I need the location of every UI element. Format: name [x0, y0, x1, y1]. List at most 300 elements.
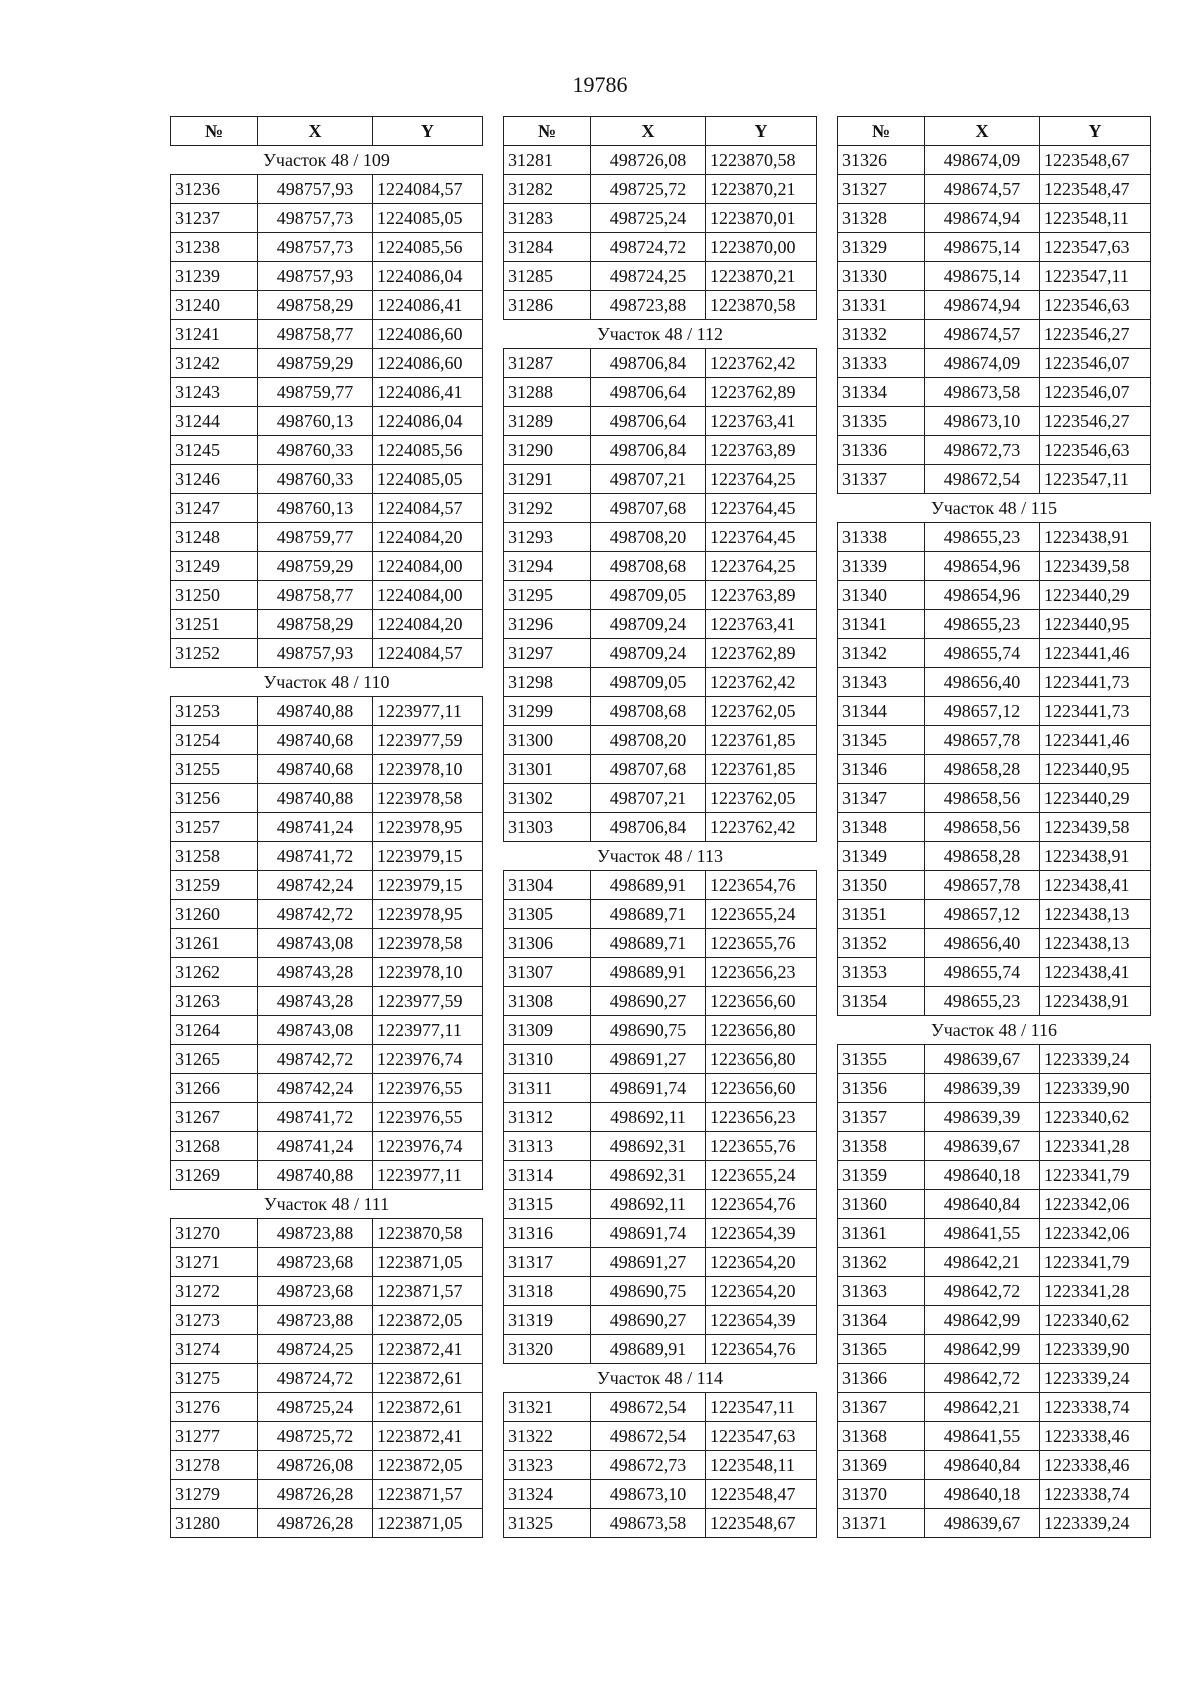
x-coordinate: 498656,40: [925, 929, 1040, 958]
section-row: [838, 1016, 1151, 1045]
y-coordinate: 1223872,61: [373, 1393, 483, 1422]
point-number: 31364: [838, 1306, 925, 1335]
y-coordinate: 1223547,11: [1040, 262, 1151, 291]
x-coordinate: 498691,27: [591, 1045, 706, 1074]
point-number: 31249: [171, 552, 258, 581]
x-coordinate: 498692,11: [591, 1103, 706, 1132]
header-num: №: [171, 117, 258, 146]
y-coordinate: 1223763,89: [706, 581, 817, 610]
header-y: Y: [373, 117, 483, 146]
coordinate-table-1: [170, 116, 483, 1538]
table-row: [838, 407, 1151, 436]
x-coordinate: 498640,18: [925, 1480, 1040, 1509]
table-row: [504, 668, 817, 697]
x-coordinate: 498641,55: [925, 1422, 1040, 1451]
y-coordinate: 1223762,89: [706, 378, 817, 407]
header-num: №: [838, 117, 925, 146]
y-coordinate: 1223339,90: [1040, 1074, 1151, 1103]
x-coordinate: 498655,23: [925, 610, 1040, 639]
point-number: 31355: [838, 1045, 925, 1074]
y-coordinate: 1224086,41: [373, 378, 483, 407]
table-row: [838, 523, 1151, 552]
table-row: [171, 929, 483, 958]
x-coordinate: 498757,93: [258, 175, 373, 204]
point-number: 31281: [504, 146, 591, 175]
point-number: 31255: [171, 755, 258, 784]
point-number: 31252: [171, 639, 258, 668]
point-number: 31293: [504, 523, 591, 552]
x-coordinate: 498724,72: [591, 233, 706, 262]
x-coordinate: 498760,33: [258, 465, 373, 494]
table-row: [171, 842, 483, 871]
point-number: 31243: [171, 378, 258, 407]
y-coordinate: 1223441,46: [1040, 639, 1151, 668]
table-row: [504, 1451, 817, 1480]
y-coordinate: 1223761,85: [706, 755, 817, 784]
x-coordinate: 498639,67: [925, 1509, 1040, 1538]
point-number: 31311: [504, 1074, 591, 1103]
y-coordinate: 1223439,58: [1040, 813, 1151, 842]
x-coordinate: 498689,91: [591, 1335, 706, 1364]
point-number: 31298: [504, 668, 591, 697]
table-row: [504, 784, 817, 813]
x-coordinate: 498740,88: [258, 1161, 373, 1190]
point-number: 31272: [171, 1277, 258, 1306]
point-number: 31369: [838, 1451, 925, 1480]
y-coordinate: 1223871,05: [373, 1509, 483, 1538]
point-number: 31268: [171, 1132, 258, 1161]
y-coordinate: 1223979,15: [373, 871, 483, 900]
x-coordinate: 498741,24: [258, 1132, 373, 1161]
table-row: [171, 1509, 483, 1538]
x-coordinate: 498674,09: [925, 146, 1040, 175]
y-coordinate: 1223438,41: [1040, 871, 1151, 900]
point-number: 31328: [838, 204, 925, 233]
section-label: Участок 48 / 114: [504, 1364, 817, 1393]
y-coordinate: 1223871,57: [373, 1480, 483, 1509]
point-number: 31278: [171, 1451, 258, 1480]
table-row: [838, 1045, 1151, 1074]
y-coordinate: 1223764,25: [706, 465, 817, 494]
y-coordinate: 1223976,55: [373, 1074, 483, 1103]
y-coordinate: 1223548,47: [1040, 175, 1151, 204]
x-coordinate: 498743,08: [258, 1016, 373, 1045]
x-coordinate: 498706,84: [591, 813, 706, 842]
table-row: [504, 262, 817, 291]
table-row: [838, 813, 1151, 842]
table-row: [504, 1306, 817, 1335]
y-coordinate: 1223655,76: [706, 929, 817, 958]
point-number: 31332: [838, 320, 925, 349]
table-row: [838, 929, 1151, 958]
point-number: 31289: [504, 407, 591, 436]
point-number: 31236: [171, 175, 258, 204]
table-row: [171, 465, 483, 494]
x-coordinate: 498758,77: [258, 581, 373, 610]
x-coordinate: 498691,27: [591, 1248, 706, 1277]
table-row: [504, 1161, 817, 1190]
x-coordinate: 498706,84: [591, 349, 706, 378]
table-row: [171, 407, 483, 436]
x-coordinate: 498740,68: [258, 726, 373, 755]
x-coordinate: 498726,08: [591, 146, 706, 175]
table-row: [504, 1422, 817, 1451]
table-row: [504, 1132, 817, 1161]
x-coordinate: 498655,74: [925, 639, 1040, 668]
table-row: [504, 291, 817, 320]
y-coordinate: 1223761,85: [706, 726, 817, 755]
table-row: [504, 1393, 817, 1422]
table-row: [171, 291, 483, 320]
y-coordinate: 1223548,67: [1040, 146, 1151, 175]
x-coordinate: 498707,21: [591, 465, 706, 494]
point-number: 31347: [838, 784, 925, 813]
table-row: [838, 755, 1151, 784]
point-number: 31312: [504, 1103, 591, 1132]
y-coordinate: 1223439,58: [1040, 552, 1151, 581]
x-coordinate: 498640,84: [925, 1190, 1040, 1219]
y-coordinate: 1223763,41: [706, 407, 817, 436]
table-row: [504, 233, 817, 262]
x-coordinate: 498690,75: [591, 1277, 706, 1306]
y-coordinate: 1223654,39: [706, 1306, 817, 1335]
section-row: [171, 1190, 483, 1219]
y-coordinate: 1223872,05: [373, 1306, 483, 1335]
y-coordinate: 1223656,80: [706, 1016, 817, 1045]
point-number: 31258: [171, 842, 258, 871]
table-row: [838, 1161, 1151, 1190]
point-number: 31245: [171, 436, 258, 465]
y-coordinate: 1223440,29: [1040, 784, 1151, 813]
point-number: 31352: [838, 929, 925, 958]
table-row: [171, 1161, 483, 1190]
table-row: [171, 1074, 483, 1103]
x-coordinate: 498759,29: [258, 552, 373, 581]
point-number: 31306: [504, 929, 591, 958]
point-number: 31340: [838, 581, 925, 610]
point-number: 31292: [504, 494, 591, 523]
point-number: 31259: [171, 871, 258, 900]
table-row: [171, 1480, 483, 1509]
point-number: 31295: [504, 581, 591, 610]
table-row: [171, 1132, 483, 1161]
table-row: [171, 958, 483, 987]
point-number: 31359: [838, 1161, 925, 1190]
point-number: 31341: [838, 610, 925, 639]
y-coordinate: 1223979,15: [373, 842, 483, 871]
point-number: 31246: [171, 465, 258, 494]
y-coordinate: 1223546,07: [1040, 349, 1151, 378]
table-row: [504, 755, 817, 784]
table-row: [171, 697, 483, 726]
table-row: [838, 465, 1151, 494]
x-coordinate: 498709,05: [591, 581, 706, 610]
header-num: №: [504, 117, 591, 146]
header-y: Y: [1040, 117, 1151, 146]
table-row: [838, 1422, 1151, 1451]
point-number: 31371: [838, 1509, 925, 1538]
table-row: [171, 1277, 483, 1306]
y-coordinate: 1223341,79: [1040, 1161, 1151, 1190]
table-row: [504, 552, 817, 581]
point-number: 31366: [838, 1364, 925, 1393]
table-row: [171, 262, 483, 291]
x-coordinate: 498740,88: [258, 784, 373, 813]
y-coordinate: 1223655,76: [706, 1132, 817, 1161]
y-coordinate: 1223438,91: [1040, 987, 1151, 1016]
x-coordinate: 498724,72: [258, 1364, 373, 1393]
x-coordinate: 498642,99: [925, 1335, 1040, 1364]
point-number: 31277: [171, 1422, 258, 1451]
x-coordinate: 498759,77: [258, 523, 373, 552]
point-number: 31266: [171, 1074, 258, 1103]
point-number: 31330: [838, 262, 925, 291]
x-coordinate: 498672,54: [591, 1422, 706, 1451]
section-label: Участок 48 / 110: [171, 668, 483, 697]
y-coordinate: 1223339,90: [1040, 1335, 1151, 1364]
table-row: [838, 204, 1151, 233]
y-coordinate: 1223441,46: [1040, 726, 1151, 755]
point-number: 31267: [171, 1103, 258, 1132]
point-number: 31365: [838, 1335, 925, 1364]
x-coordinate: 498759,29: [258, 349, 373, 378]
x-coordinate: 498760,33: [258, 436, 373, 465]
point-number: 31370: [838, 1480, 925, 1509]
y-coordinate: 1223870,01: [706, 204, 817, 233]
x-coordinate: 498723,88: [591, 291, 706, 320]
x-coordinate: 498741,72: [258, 1103, 373, 1132]
x-coordinate: 498740,88: [258, 697, 373, 726]
point-number: 31270: [171, 1219, 258, 1248]
y-coordinate: 1223978,58: [373, 929, 483, 958]
point-number: 31261: [171, 929, 258, 958]
y-coordinate: 1223548,11: [1040, 204, 1151, 233]
y-coordinate: 1223546,63: [1040, 436, 1151, 465]
y-coordinate: 1223978,95: [373, 900, 483, 929]
y-coordinate: 1223547,11: [1040, 465, 1151, 494]
section-row: [504, 320, 817, 349]
y-coordinate: 1223764,25: [706, 552, 817, 581]
y-coordinate: 1223870,58: [706, 291, 817, 320]
table-row: [504, 523, 817, 552]
table-row: [504, 407, 817, 436]
coordinate-table-2: [503, 116, 817, 1538]
table-row: [504, 639, 817, 668]
section-label: Участок 48 / 113: [504, 842, 817, 871]
y-coordinate: 1223762,05: [706, 697, 817, 726]
point-number: 31238: [171, 233, 258, 262]
y-coordinate: 1223441,73: [1040, 668, 1151, 697]
x-coordinate: 498642,72: [925, 1277, 1040, 1306]
point-number: 31349: [838, 842, 925, 871]
point-number: 31354: [838, 987, 925, 1016]
point-number: 31342: [838, 639, 925, 668]
table-row: [504, 813, 817, 842]
table-row: [838, 291, 1151, 320]
x-coordinate: 498639,39: [925, 1103, 1040, 1132]
point-number: 31326: [838, 146, 925, 175]
header-x: X: [925, 117, 1040, 146]
x-coordinate: 498658,28: [925, 755, 1040, 784]
table-row: [504, 1016, 817, 1045]
table-row: [838, 552, 1151, 581]
table-row: [838, 1103, 1151, 1132]
point-number: 31275: [171, 1364, 258, 1393]
point-number: 31301: [504, 755, 591, 784]
point-number: 31314: [504, 1161, 591, 1190]
table-header-row: [838, 117, 1151, 146]
y-coordinate: 1223976,74: [373, 1045, 483, 1074]
y-coordinate: 1223655,24: [706, 900, 817, 929]
y-coordinate: 1223546,63: [1040, 291, 1151, 320]
y-coordinate: 1223762,42: [706, 668, 817, 697]
x-coordinate: 498743,28: [258, 987, 373, 1016]
y-coordinate: 1223547,63: [1040, 233, 1151, 262]
point-number: 31346: [838, 755, 925, 784]
table-row: [838, 1364, 1151, 1393]
point-number: 31308: [504, 987, 591, 1016]
y-coordinate: 1223872,41: [373, 1335, 483, 1364]
header-x: X: [258, 117, 373, 146]
y-coordinate: 1223438,41: [1040, 958, 1151, 987]
x-coordinate: 498725,24: [258, 1393, 373, 1422]
point-number: 31353: [838, 958, 925, 987]
y-coordinate: 1223438,91: [1040, 523, 1151, 552]
y-coordinate: 1223977,11: [373, 697, 483, 726]
table-row: [838, 958, 1151, 987]
y-coordinate: 1223438,13: [1040, 929, 1151, 958]
point-number: 31254: [171, 726, 258, 755]
x-coordinate: 498642,72: [925, 1364, 1040, 1393]
y-coordinate: 1223978,95: [373, 813, 483, 842]
table-row: [838, 871, 1151, 900]
point-number: 31263: [171, 987, 258, 1016]
y-coordinate: 1223547,11: [706, 1393, 817, 1422]
x-coordinate: 498706,64: [591, 378, 706, 407]
section-label: Участок 48 / 111: [171, 1190, 483, 1219]
table-row: [504, 1480, 817, 1509]
table-row: [171, 523, 483, 552]
point-number: 31333: [838, 349, 925, 378]
x-coordinate: 498673,58: [925, 378, 1040, 407]
point-number: 31316: [504, 1219, 591, 1248]
table-row: [171, 1045, 483, 1074]
x-coordinate: 498656,40: [925, 668, 1040, 697]
table-row: [838, 233, 1151, 262]
y-coordinate: 1223547,63: [706, 1422, 817, 1451]
y-coordinate: 1223871,57: [373, 1277, 483, 1306]
point-number: 31288: [504, 378, 591, 407]
x-coordinate: 498706,84: [591, 436, 706, 465]
x-coordinate: 498657,78: [925, 726, 1040, 755]
x-coordinate: 498692,31: [591, 1161, 706, 1190]
y-coordinate: 1223870,21: [706, 175, 817, 204]
y-coordinate: 1224085,05: [373, 204, 483, 233]
table-row: [504, 1103, 817, 1132]
y-coordinate: 1223763,41: [706, 610, 817, 639]
y-coordinate: 1223656,80: [706, 1045, 817, 1074]
table-row: [838, 1306, 1151, 1335]
y-coordinate: 1223655,24: [706, 1161, 817, 1190]
table-row: [171, 784, 483, 813]
x-coordinate: 498641,55: [925, 1219, 1040, 1248]
x-coordinate: 498657,78: [925, 871, 1040, 900]
y-coordinate: 1223339,24: [1040, 1045, 1151, 1074]
table-row: [838, 987, 1151, 1016]
x-coordinate: 498692,11: [591, 1190, 706, 1219]
x-coordinate: 498707,68: [591, 494, 706, 523]
table-row: [838, 842, 1151, 871]
table-row: [171, 1103, 483, 1132]
point-number: 31325: [504, 1509, 591, 1538]
y-coordinate: 1223871,05: [373, 1248, 483, 1277]
point-number: 31318: [504, 1277, 591, 1306]
x-coordinate: 498742,72: [258, 900, 373, 929]
x-coordinate: 498708,20: [591, 523, 706, 552]
x-coordinate: 498708,68: [591, 552, 706, 581]
point-number: 31351: [838, 900, 925, 929]
table-row: [504, 871, 817, 900]
x-coordinate: 498724,25: [258, 1335, 373, 1364]
table-row: [504, 929, 817, 958]
y-coordinate: 1223440,95: [1040, 610, 1151, 639]
point-number: 31256: [171, 784, 258, 813]
y-coordinate: 1223340,62: [1040, 1103, 1151, 1132]
table-row: [171, 755, 483, 784]
y-coordinate: 1223762,05: [706, 784, 817, 813]
x-coordinate: 498674,09: [925, 349, 1040, 378]
y-coordinate: 1223654,39: [706, 1219, 817, 1248]
point-number: 31299: [504, 697, 591, 726]
table-row: [838, 1393, 1151, 1422]
x-coordinate: 498689,71: [591, 929, 706, 958]
point-number: 31334: [838, 378, 925, 407]
table-header-row: [171, 117, 483, 146]
x-coordinate: 498639,67: [925, 1045, 1040, 1074]
x-coordinate: 498658,56: [925, 784, 1040, 813]
table-row: [504, 1045, 817, 1074]
x-coordinate: 498672,73: [925, 436, 1040, 465]
point-number: 31273: [171, 1306, 258, 1335]
x-coordinate: 498689,91: [591, 958, 706, 987]
y-coordinate: 1223546,27: [1040, 320, 1151, 349]
table-row: [504, 1509, 817, 1538]
x-coordinate: 498709,05: [591, 668, 706, 697]
x-coordinate: 498709,24: [591, 639, 706, 668]
point-number: 31296: [504, 610, 591, 639]
table-row: [838, 262, 1151, 291]
section-row: [504, 842, 817, 871]
x-coordinate: 498743,28: [258, 958, 373, 987]
x-coordinate: 498723,68: [258, 1277, 373, 1306]
y-coordinate: 1223870,21: [706, 262, 817, 291]
table-row: [504, 1277, 817, 1306]
table-row: [504, 494, 817, 523]
table-row: [171, 1364, 483, 1393]
table-row: [838, 1480, 1151, 1509]
x-coordinate: 498672,73: [591, 1451, 706, 1480]
point-number: 31280: [171, 1509, 258, 1538]
y-coordinate: 1223546,07: [1040, 378, 1151, 407]
y-coordinate: 1223438,91: [1040, 842, 1151, 871]
point-number: 31323: [504, 1451, 591, 1480]
point-number: 31300: [504, 726, 591, 755]
table-row: [838, 1219, 1151, 1248]
point-number: 31322: [504, 1422, 591, 1451]
page-number: 19786: [572, 72, 628, 97]
y-coordinate: 1224085,56: [373, 233, 483, 262]
point-number: 31337: [838, 465, 925, 494]
